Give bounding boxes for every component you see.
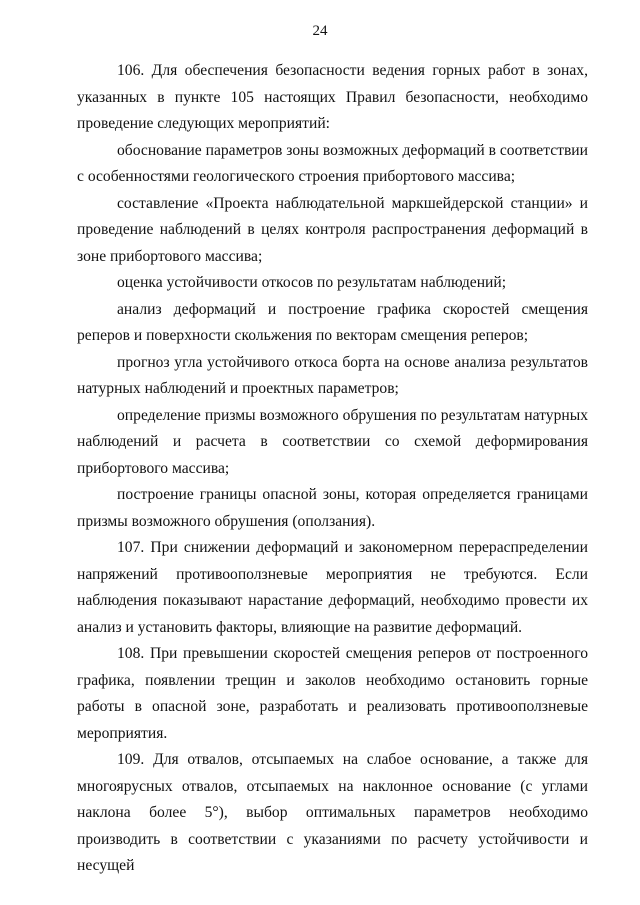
page-number: 24 xyxy=(312,23,328,39)
list-item-collapse-prism: определение призмы возможного обрушения по результатам натурных наблюдений и расчета в соответствии со схемой деформирования прибортового массива; xyxy=(77,406,588,477)
list-item-danger-zone-boundary: построение границы опасной зоны, которая определяется границами призмы возможного обрушения (оползания). xyxy=(77,486,588,530)
list-item-slope-stability: оценка устойчивости откосов по результатам наблюдений; xyxy=(117,274,507,291)
body-text xyxy=(77,58,588,880)
paragraph-109: 109. Для отвалов, отсыпаемых на слабое основание, а также для многоярусных отвалов, отсыпаемых на наклонное основание (с углами наклона более 5°), выбор оптимальных параметров необходимо производить в соответствии с указаниями по расчету устойчивости и несущей xyxy=(77,751,588,874)
paragraph-108: 108. При превышении скоростей смещения реперов от построенного графика, появлении трещин и заколов необходимо остановить горные работы в опасной зоне, разработать и реализовать противооползневые мероприятия. xyxy=(77,645,588,742)
paragraph-106: 106. Для обеспечения безопасности ведения горных работ в зонах, указанных в пункте 105 настоящих Правил безопасности, необходимо проведение следующих мероприятий: xyxy=(77,62,588,132)
list-item-slope-angle-forecast: прогноз угла устойчивого откоса борта на основе анализа результатов натурных наблюдений и проектных параметров; xyxy=(77,353,588,397)
paragraph-107: 107. При снижении деформаций и закономерном перераспределении напряжений противооползневые мероприятия не требуются. Если наблюдения показывают нарастание деформаций, необходимо провести их анализ и установить факторы, влияющие на развитие деформаций. xyxy=(77,539,588,636)
list-item-deformation-analysis: анализ деформаций и построение графика скоростей смещения реперов и поверхности скольжения по векторам смещения реперов; xyxy=(77,300,588,344)
list-item-deformation-zone: обоснование параметров зоны возможных деформаций в соответствии с особенностями геологического строения прибортового массива; xyxy=(77,141,588,185)
list-item-survey-project: составление «Проекта наблюдательной маркшейдерской станции» и проведение наблюдений в целях контроля распространения деформаций в зоне прибортового массива; xyxy=(77,194,588,265)
